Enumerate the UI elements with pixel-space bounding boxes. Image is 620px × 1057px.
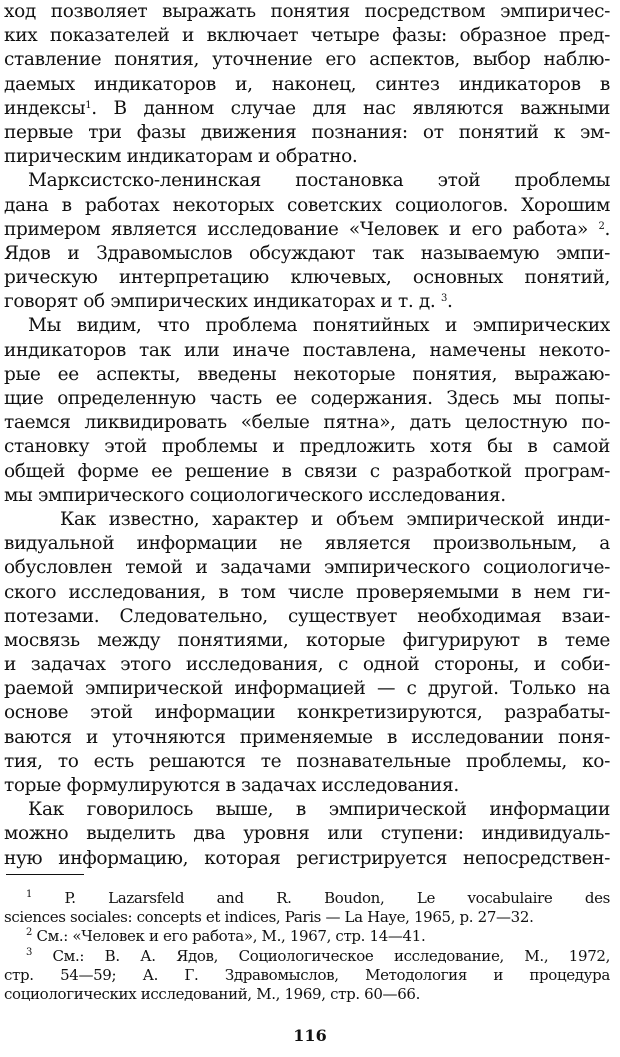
footnote-line: sciences sociales: concepts et indices, Paris — La Haye, 1965, p. 27—32. [4, 908, 534, 927]
text-line: Ядов и Здравомыслов обсуждают так называемую эмпи- [4, 242, 610, 264]
text-line: Как известно, характер и объем эмпирической инди- [60, 508, 610, 530]
footnote-line [4, 927, 610, 946]
footnote-line [4, 947, 610, 966]
text-line: ход позволяет выражать понятия посредством эмпиричес- [4, 1, 610, 22]
text-line: мы эмпирического социологического исследования. [4, 484, 506, 506]
text-line: видуальной информации не является произвольным, а [4, 533, 610, 555]
text-line: обусловлен темой и задачами эмпирического социологиче- [4, 557, 610, 579]
footnote-line: социологических исследований, М., 1969, стр. 60—66. [4, 984, 421, 1003]
text-line: и задачах этого исследования, с одной стороны, и соби- [4, 654, 610, 676]
footnote-ref[interactable]: 3 [441, 293, 448, 305]
text-line: Мы видим, что проблема понятийных и эмпирических [28, 315, 610, 337]
text-line: пирическим индикаторам и обратно. [4, 146, 358, 168]
text-fragment: . В данном случае для нас являются важными [91, 97, 610, 119]
text-line: говорят об эмпирических индикаторах и т. д. $^3$. [4, 291, 453, 313]
text-line: потезами. Следовательно, существует необходимая взаи- [4, 605, 610, 627]
text-line: щие определенную часть ее содержания. Здесь мы попы- [4, 388, 610, 409]
text-fragment: говорят об эмпирических индикаторах и т. д. [4, 291, 436, 313]
footnote-number: 2 [26, 927, 33, 939]
paragraph-1 [4, 0, 610, 169]
text-line: ваются и уточняются применяемые в исследовании поня- [4, 726, 610, 748]
text-line: Марксистско-ленинская постановка этой проблемы [28, 170, 610, 192]
text-fragment: примером является исследование «Человек и его работа» [4, 218, 588, 240]
main-text [4, 0, 610, 871]
text-line: таемся ликвидировать «белые пятна», дать целостную по- [4, 412, 610, 434]
text-line: можно выделить два уровня или ступени: индивидуаль- [4, 823, 610, 845]
paragraph-3 [4, 314, 610, 508]
text-line: примером является исследование «Человек и его работа» $^2$. [4, 218, 610, 240]
text-line: дана в работах некоторых советских социологов. Хорошим [4, 194, 610, 216]
text-line: мосвязь между понятиями, которые фигурируют в теме [4, 629, 610, 651]
text-line: основе этой информации конкретизируются, разрабаты- [4, 702, 610, 724]
text-fragment: индексы [4, 97, 86, 119]
text-line: ставление понятия, уточнение его аспектов, выбор наблю- [4, 49, 610, 71]
page-number: 116 [293, 1026, 327, 1045]
footnotes [4, 889, 610, 1004]
footnote-line [4, 889, 610, 908]
footnote-text: P. Lazarsfeld and R. Boudon, Le vocabulaire des [64, 889, 610, 907]
text-line: ского исследования, в том числе проверяемыми в нем ги- [4, 581, 610, 603]
footnote-number: 3 [26, 946, 33, 958]
text-line: индикаторов так или иначе поставлена, намечены некото- [4, 339, 610, 361]
text-line: раемой эмпирической информацией — с другой. Только на [4, 678, 610, 700]
text-line: торые формулируются в задачах исследования. [4, 775, 459, 796]
footnote-text: См.: В. А. Ядов, Социологическое исследование, М., 1972, [52, 946, 610, 965]
text-line: даемых индикаторов и, наконец, синтез индикаторов в [4, 73, 610, 95]
text-line: ную информацию, которая регистрируется непосредствен- [4, 847, 610, 869]
paragraph-5 [4, 798, 610, 871]
footnote-separator [6, 874, 84, 875]
text-line: общей форме ее решение в связи с разработкой програм- [4, 460, 610, 482]
footnote-text: См.: «Человек и его работа», М., 1967, стр. 14—41. [36, 927, 426, 946]
paragraph-4 [4, 508, 610, 798]
text-line: первые три фазы движения познания: от понятий к эм- [4, 121, 610, 143]
text-line: рые ее аспекты, введены некоторые понятия, выражаю- [4, 363, 610, 385]
text-line: становку этой проблемы и предложить хотя бы в самой [4, 436, 610, 458]
footnote-number: 1 [26, 889, 33, 900]
footnote-ref[interactable]: 2 [598, 220, 605, 232]
text-line: рическую интерпретацию ключевых, основных понятий, [4, 267, 610, 289]
text-line: тия, то есть решаются те познавательные проблемы, ко- [4, 750, 610, 772]
paragraph-2 [4, 169, 610, 314]
footnote-line: стр. 54—59; А. Г. Здравомыслов, Методология и процедура [4, 965, 610, 984]
text-line [4, 97, 610, 121]
text-line: ких показателей и включает четыре фазы: образное пред- [4, 25, 610, 47]
footnote-ref[interactable]: 1 [85, 99, 92, 111]
text-line: Как говорилось выше, в эмпирической информации [28, 799, 610, 821]
